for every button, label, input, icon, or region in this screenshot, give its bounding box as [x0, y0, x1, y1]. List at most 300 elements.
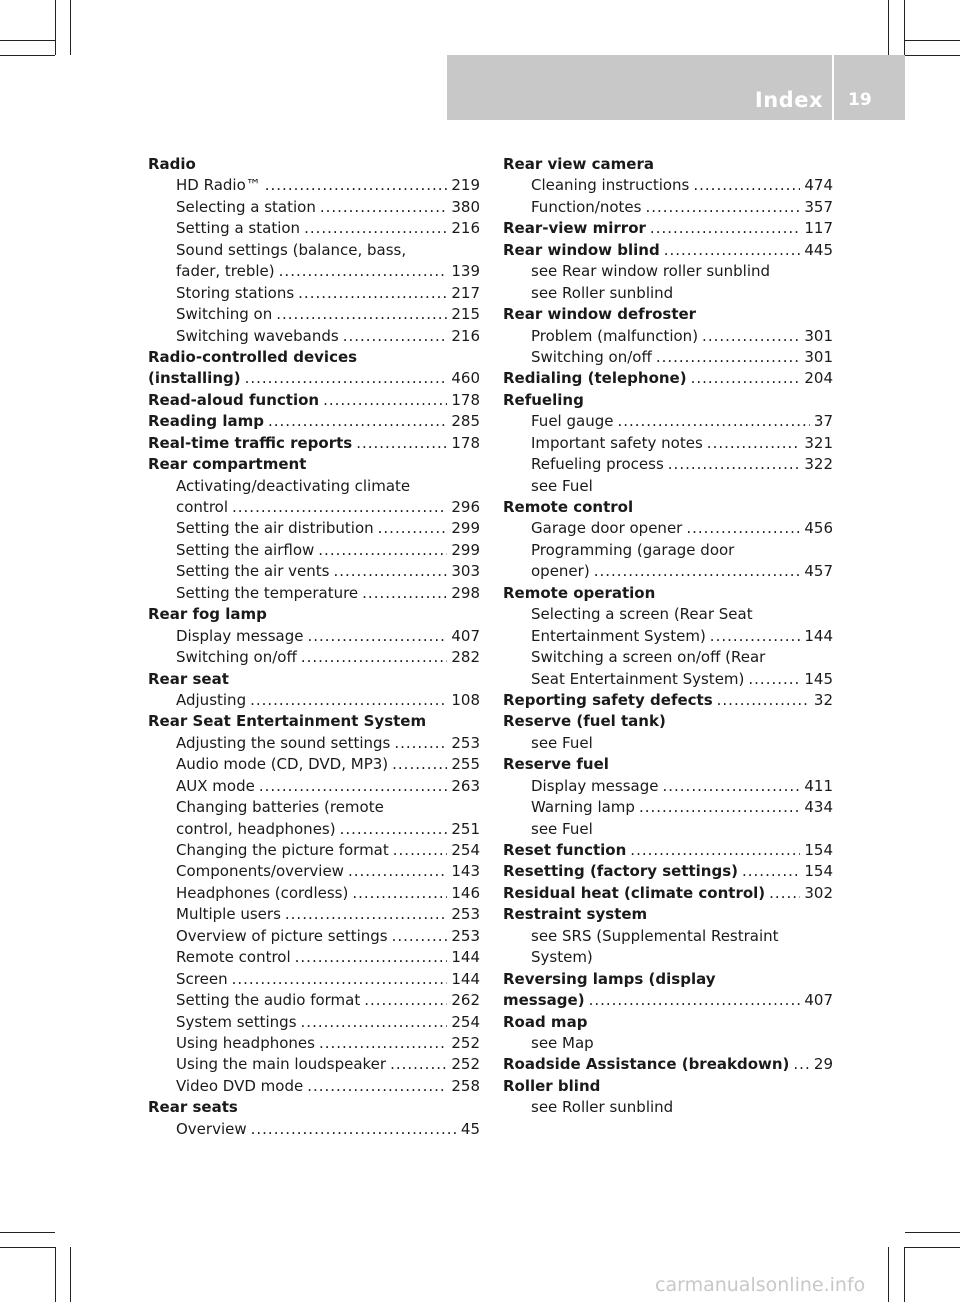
page-reference: 456	[804, 519, 833, 538]
page-reference: 143	[451, 862, 480, 881]
index-entry	[503, 1033, 833, 1054]
page-reference: 216	[451, 326, 480, 345]
crop-mark	[0, 55, 55, 56]
leader-dots	[364, 990, 447, 1011]
entry-text: Remote operation	[503, 583, 656, 602]
page-reference: 474	[804, 176, 833, 195]
leader-dots	[304, 218, 447, 239]
index-entry	[503, 411, 833, 432]
page-reference: 216	[451, 219, 480, 238]
index-entry	[503, 797, 833, 818]
entry-text: Redialing (telephone)	[503, 369, 687, 388]
index-heading	[148, 604, 480, 625]
entry-text: Using the main loudspeaker	[176, 1055, 387, 1074]
entry-text: Road map	[503, 1012, 588, 1031]
index-heading	[503, 861, 833, 882]
leader-dots	[664, 240, 801, 261]
leader-dots	[392, 754, 447, 775]
index-heading	[503, 840, 833, 861]
index-entry	[503, 669, 833, 690]
index-entry	[148, 947, 480, 968]
entry-text: Read-aloud function	[148, 390, 320, 409]
page-reference: 411	[804, 776, 833, 795]
index-heading	[503, 1054, 833, 1075]
entry-text: Reset function	[503, 841, 627, 859]
entry-text: Rear-view mirror	[503, 219, 646, 238]
leader-dots	[320, 197, 448, 218]
entry-text: Important safety notes	[531, 433, 703, 452]
index-heading	[148, 1097, 480, 1118]
leader-dots	[668, 454, 801, 475]
page-reference: 322	[804, 455, 833, 474]
leader-dots	[251, 1119, 457, 1140]
leader-dots	[307, 1076, 447, 1097]
entry-text: Rear window blind	[503, 240, 660, 259]
index-entry	[503, 175, 833, 196]
entry-text: Rear Seat Entertainment System	[148, 712, 427, 731]
leader-dots	[645, 197, 800, 218]
entry-text: Setting the temperature	[176, 583, 359, 602]
index-entry	[503, 261, 833, 282]
index-heading	[503, 990, 833, 1011]
index-entry	[503, 197, 833, 218]
crop-mark	[70, 1247, 71, 1302]
index-entry	[148, 733, 480, 754]
entry-text: Real-time traffic reports	[148, 433, 353, 452]
entry-text: Setting the airflow	[176, 540, 315, 559]
index-heading	[503, 1076, 833, 1097]
leader-dots	[295, 947, 448, 968]
entry-text: Rear window defroster	[503, 305, 697, 324]
page-reference: 145	[804, 669, 833, 688]
index-entry	[148, 904, 480, 925]
leader-dots	[232, 969, 448, 990]
page-reference: 254	[451, 841, 480, 859]
crop-mark	[905, 55, 960, 56]
entry-text: Refueling	[503, 390, 584, 409]
index-entry	[148, 261, 480, 282]
index-entry	[503, 540, 833, 561]
index-entry	[148, 690, 480, 711]
index-entry	[148, 283, 480, 304]
entry-text: Reporting safety defects	[503, 690, 713, 709]
index-entry	[503, 776, 833, 797]
leader-dots	[639, 797, 800, 818]
index-entry	[148, 476, 480, 497]
index-entry	[148, 197, 480, 218]
entry-text: opener)	[531, 562, 590, 581]
entry-text: see Fuel	[531, 819, 593, 838]
entry-text: Storing stations	[176, 283, 295, 302]
index-heading	[503, 904, 833, 925]
entry-text: Setting a station	[176, 219, 301, 238]
entry-text: Headphones (cordless)	[176, 883, 349, 902]
entry-text: Multiple users	[176, 905, 281, 924]
page-reference: 254	[451, 1012, 480, 1031]
leader-dots	[378, 518, 448, 539]
entry-text: message)	[503, 991, 585, 1010]
leader-dots	[279, 261, 448, 282]
index-entry	[503, 433, 833, 454]
page-reference: 445	[804, 240, 833, 259]
index-entry	[148, 540, 480, 561]
leader-dots	[307, 626, 447, 647]
index-heading	[503, 583, 833, 604]
page-reference: 299	[451, 519, 480, 538]
entry-text: Fuel gauge	[531, 412, 614, 431]
index-heading	[503, 390, 833, 411]
page-reference: 117	[804, 219, 833, 238]
index-entry	[148, 754, 480, 775]
leader-dots	[742, 861, 800, 882]
page-reference: 204	[804, 369, 833, 388]
leader-dots	[319, 1033, 447, 1054]
leader-dots	[793, 1054, 810, 1075]
index-entry	[503, 326, 833, 347]
index-entry	[503, 733, 833, 754]
index-entry	[148, 583, 480, 604]
entry-text: Changing the picture format	[176, 841, 389, 859]
entry-text: Components/overview	[176, 862, 344, 881]
leader-dots	[333, 561, 447, 582]
leader-dots	[691, 368, 801, 389]
page-reference: 252	[451, 1055, 480, 1074]
watermark: carmanualsonline.info	[655, 1274, 866, 1296]
entry-text: Switching on/off	[176, 648, 297, 667]
crop-mark	[888, 1247, 889, 1302]
page-reference: 251	[451, 819, 480, 838]
entry-text: Restraint system	[503, 905, 648, 924]
page-reference: 154	[804, 841, 833, 859]
entry-text: Remote control	[503, 498, 634, 516]
leader-dots	[594, 561, 801, 582]
index-heading	[503, 154, 833, 175]
leader-dots	[707, 433, 801, 454]
entry-text: see Rear window roller sunblind	[531, 262, 771, 281]
crop-mark	[55, 0, 56, 55]
entry-text: Switching on/off	[531, 347, 652, 366]
page-reference: 303	[451, 562, 480, 581]
index-heading	[503, 690, 833, 711]
page-reference: 301	[804, 326, 833, 345]
entry-text: Video DVD mode	[176, 1076, 304, 1095]
index-heading	[148, 154, 480, 175]
entry-text: Roller blind	[503, 1076, 601, 1095]
index-heading	[148, 347, 480, 368]
entry-text: fader, treble)	[176, 262, 275, 281]
index-entry	[148, 647, 480, 668]
entry-text: Display message	[176, 626, 304, 645]
page-reference: 321	[804, 433, 833, 452]
entry-text: Reserve fuel	[503, 755, 609, 774]
index-heading	[148, 669, 480, 690]
entry-text: Refueling process	[531, 455, 664, 474]
leader-dots	[343, 326, 448, 347]
entry-text: see SRS (Supplemental Restraint	[531, 926, 779, 945]
index-heading	[148, 390, 480, 411]
page-reference: 144	[804, 626, 833, 645]
leader-dots	[265, 175, 448, 196]
entry-text: Problem (malfunction)	[531, 326, 699, 345]
index-heading	[148, 454, 480, 475]
index-heading	[503, 368, 833, 389]
index-entry	[148, 1119, 480, 1140]
index-entry	[148, 497, 480, 518]
leader-dots	[717, 690, 810, 711]
page-reference: 407	[451, 626, 480, 645]
leader-dots	[362, 583, 447, 604]
entry-text: Rear seats	[148, 1098, 238, 1117]
section-title: Index	[754, 88, 823, 112]
leader-dots	[298, 283, 447, 304]
page-reference: 154	[804, 862, 833, 881]
leader-dots	[352, 883, 447, 904]
entry-text: Adjusting	[176, 690, 247, 709]
entry-text: Activating/deactivating climate	[176, 476, 411, 495]
page-reference: 258	[451, 1076, 480, 1095]
entry-text: Setting the air distribution	[176, 519, 374, 538]
entry-text: Rear fog lamp	[148, 605, 267, 624]
leader-dots	[702, 326, 800, 347]
index-heading	[503, 304, 833, 325]
leader-dots	[250, 690, 447, 711]
leader-dots	[769, 883, 800, 904]
header-bar	[447, 55, 905, 120]
entry-text: Seat Entertainment System)	[531, 669, 745, 688]
page-number: 19	[848, 90, 872, 110]
page-reference: 285	[451, 412, 480, 431]
page-reference: 144	[451, 948, 480, 967]
index-entry	[503, 626, 833, 647]
index-heading	[503, 883, 833, 904]
entry-text: Roadside Assistance (breakdown)	[503, 1055, 790, 1074]
entry-text: Reading lamp	[148, 412, 264, 431]
entry-text: Selecting a station	[176, 197, 316, 216]
leader-dots	[245, 368, 448, 389]
index-entry	[148, 861, 480, 882]
entry-text: control	[176, 498, 228, 516]
index-entry	[148, 969, 480, 990]
index-entry	[148, 1033, 480, 1054]
crop-mark	[905, 1232, 960, 1233]
index-entry	[503, 926, 833, 947]
page-reference: 301	[804, 347, 833, 366]
page-reference: 407	[804, 991, 833, 1010]
index-heading	[503, 1012, 833, 1033]
index-entry	[503, 647, 833, 668]
entry-text: Changing batteries (remote	[176, 798, 384, 817]
page-reference: 460	[451, 369, 480, 388]
leader-dots	[323, 390, 447, 411]
leader-dots	[340, 819, 448, 840]
entry-text: Resetting (factory settings)	[503, 862, 738, 881]
page-reference: 139	[451, 262, 480, 281]
page-reference: 302	[804, 883, 833, 902]
index-entry	[503, 561, 833, 582]
index-entry	[503, 1097, 833, 1118]
crop-mark	[0, 1247, 55, 1248]
page-reference: 215	[451, 305, 480, 324]
crop-mark	[70, 0, 71, 55]
crop-mark	[0, 40, 55, 41]
entry-text: (installing)	[148, 369, 241, 388]
page-reference: 263	[451, 776, 480, 795]
page-reference: 357	[804, 197, 833, 216]
leader-dots	[748, 669, 800, 690]
index-entry	[503, 604, 833, 625]
entry-text: Overview	[176, 1119, 247, 1138]
leader-dots	[710, 626, 801, 647]
leader-dots	[348, 861, 447, 882]
page-reference: 252	[451, 1033, 480, 1052]
index-entry	[148, 776, 480, 797]
entry-text: Function/notes	[531, 197, 642, 216]
leader-dots	[617, 411, 809, 432]
leader-dots	[650, 218, 800, 239]
entry-text: Rear seat	[148, 669, 229, 688]
index-entry	[148, 175, 480, 196]
index-heading	[148, 368, 480, 389]
page-reference: 32	[813, 690, 833, 709]
index-entry	[148, 797, 480, 818]
leader-dots	[301, 1012, 448, 1033]
page-reference: 37	[813, 412, 833, 431]
leader-dots	[662, 776, 800, 797]
entry-text: Radio	[148, 155, 196, 173]
page-reference: 282	[451, 648, 480, 667]
index-heading	[503, 969, 833, 990]
page-reference: 255	[451, 755, 480, 774]
index-entry	[148, 926, 480, 947]
index-heading	[503, 218, 833, 239]
entry-text: Entertainment System)	[531, 626, 706, 645]
page-reference: 296	[451, 498, 480, 516]
entry-text: Cleaning instructions	[531, 176, 690, 195]
entry-text: Switching wavebands	[176, 326, 339, 345]
entry-text: Switching on	[176, 305, 273, 324]
index-entry	[503, 283, 833, 304]
index-entry	[503, 347, 833, 368]
index-entry	[148, 326, 480, 347]
entry-text: System)	[531, 948, 593, 967]
leader-dots	[394, 733, 447, 754]
entry-text: System settings	[176, 1012, 297, 1031]
page-reference: 219	[451, 176, 480, 195]
index-entry	[503, 454, 833, 475]
index-column-left	[148, 154, 480, 1140]
entry-text: Residual heat (climate control)	[503, 883, 766, 902]
entry-text: Rear view camera	[503, 155, 654, 173]
entry-text: see Map	[531, 1033, 594, 1052]
index-entry	[503, 518, 833, 539]
page-reference: 299	[451, 540, 480, 559]
entry-text: Adjusting the sound settings	[176, 733, 391, 752]
index-entry	[148, 240, 480, 261]
entry-text: control, headphones)	[176, 819, 336, 838]
page-reference: 434	[804, 798, 833, 817]
leader-dots	[686, 518, 800, 539]
index-entry	[148, 990, 480, 1011]
page-reference: 253	[451, 733, 480, 752]
leader-dots	[630, 840, 800, 861]
index-entry	[148, 1054, 480, 1075]
leader-dots	[301, 647, 448, 668]
entry-text: AUX mode	[176, 776, 255, 795]
index-heading	[148, 433, 480, 454]
index-entry	[148, 1012, 480, 1033]
crop-mark	[0, 1232, 55, 1233]
entry-text: Screen	[176, 969, 228, 988]
leader-dots	[589, 990, 801, 1011]
index-entry	[148, 1076, 480, 1097]
index-entry	[503, 947, 833, 968]
entry-text: see Fuel	[531, 476, 593, 495]
crop-mark	[905, 40, 960, 41]
leader-dots	[318, 540, 447, 561]
leader-dots	[276, 304, 447, 325]
index-entry	[148, 561, 480, 582]
entry-text: Setting the audio format	[176, 991, 361, 1010]
entry-text: Remote control	[176, 948, 291, 967]
entry-text: Selecting a screen (Rear Seat	[531, 605, 753, 624]
page-reference: 178	[451, 390, 480, 409]
leader-dots	[656, 347, 801, 368]
index-heading	[148, 711, 480, 732]
index-entry	[148, 840, 480, 861]
index-entry	[148, 304, 480, 325]
page-reference: 144	[451, 969, 480, 988]
leader-dots	[259, 776, 448, 797]
entry-text: Reserve (fuel tank)	[503, 712, 666, 731]
index-entry	[503, 476, 833, 497]
entry-text: Setting the air vents	[176, 562, 330, 581]
page-reference: 146	[451, 883, 480, 902]
entry-text: Overview of picture settings	[176, 926, 388, 945]
leader-dots	[232, 497, 447, 518]
index-entry	[148, 883, 480, 904]
leader-dots	[356, 433, 447, 454]
index-entry	[148, 626, 480, 647]
entry-text: Reversing lamps (display	[503, 969, 716, 988]
index-entry	[148, 819, 480, 840]
page-reference: 178	[451, 433, 480, 452]
index-entry	[148, 218, 480, 239]
page-reference: 457	[804, 562, 833, 581]
leader-dots	[285, 904, 447, 925]
entry-text: see Fuel	[531, 733, 593, 752]
entry-text: see Roller sunblind	[531, 283, 674, 302]
entry-text: Programming (garage door	[531, 540, 735, 559]
page-reference: 217	[451, 283, 480, 302]
page-reference: 108	[451, 690, 480, 709]
page-reference: 253	[451, 926, 480, 945]
page-reference: 253	[451, 905, 480, 924]
leader-dots	[693, 175, 800, 196]
entry-text: Sound settings (balance, bass,	[176, 240, 407, 259]
crop-mark	[904, 1247, 905, 1302]
page-reference: 262	[451, 991, 480, 1010]
index-entry	[503, 819, 833, 840]
page-reference: 45	[460, 1119, 480, 1138]
page-reference: 29	[813, 1055, 833, 1074]
entry-text: Switching a screen on/off (Rear	[531, 648, 766, 667]
leader-dots	[268, 411, 447, 432]
index-heading	[503, 240, 833, 261]
index-heading	[503, 754, 833, 775]
crop-mark	[904, 0, 905, 55]
index-entry	[148, 518, 480, 539]
entry-text: Garage door opener	[531, 519, 683, 538]
